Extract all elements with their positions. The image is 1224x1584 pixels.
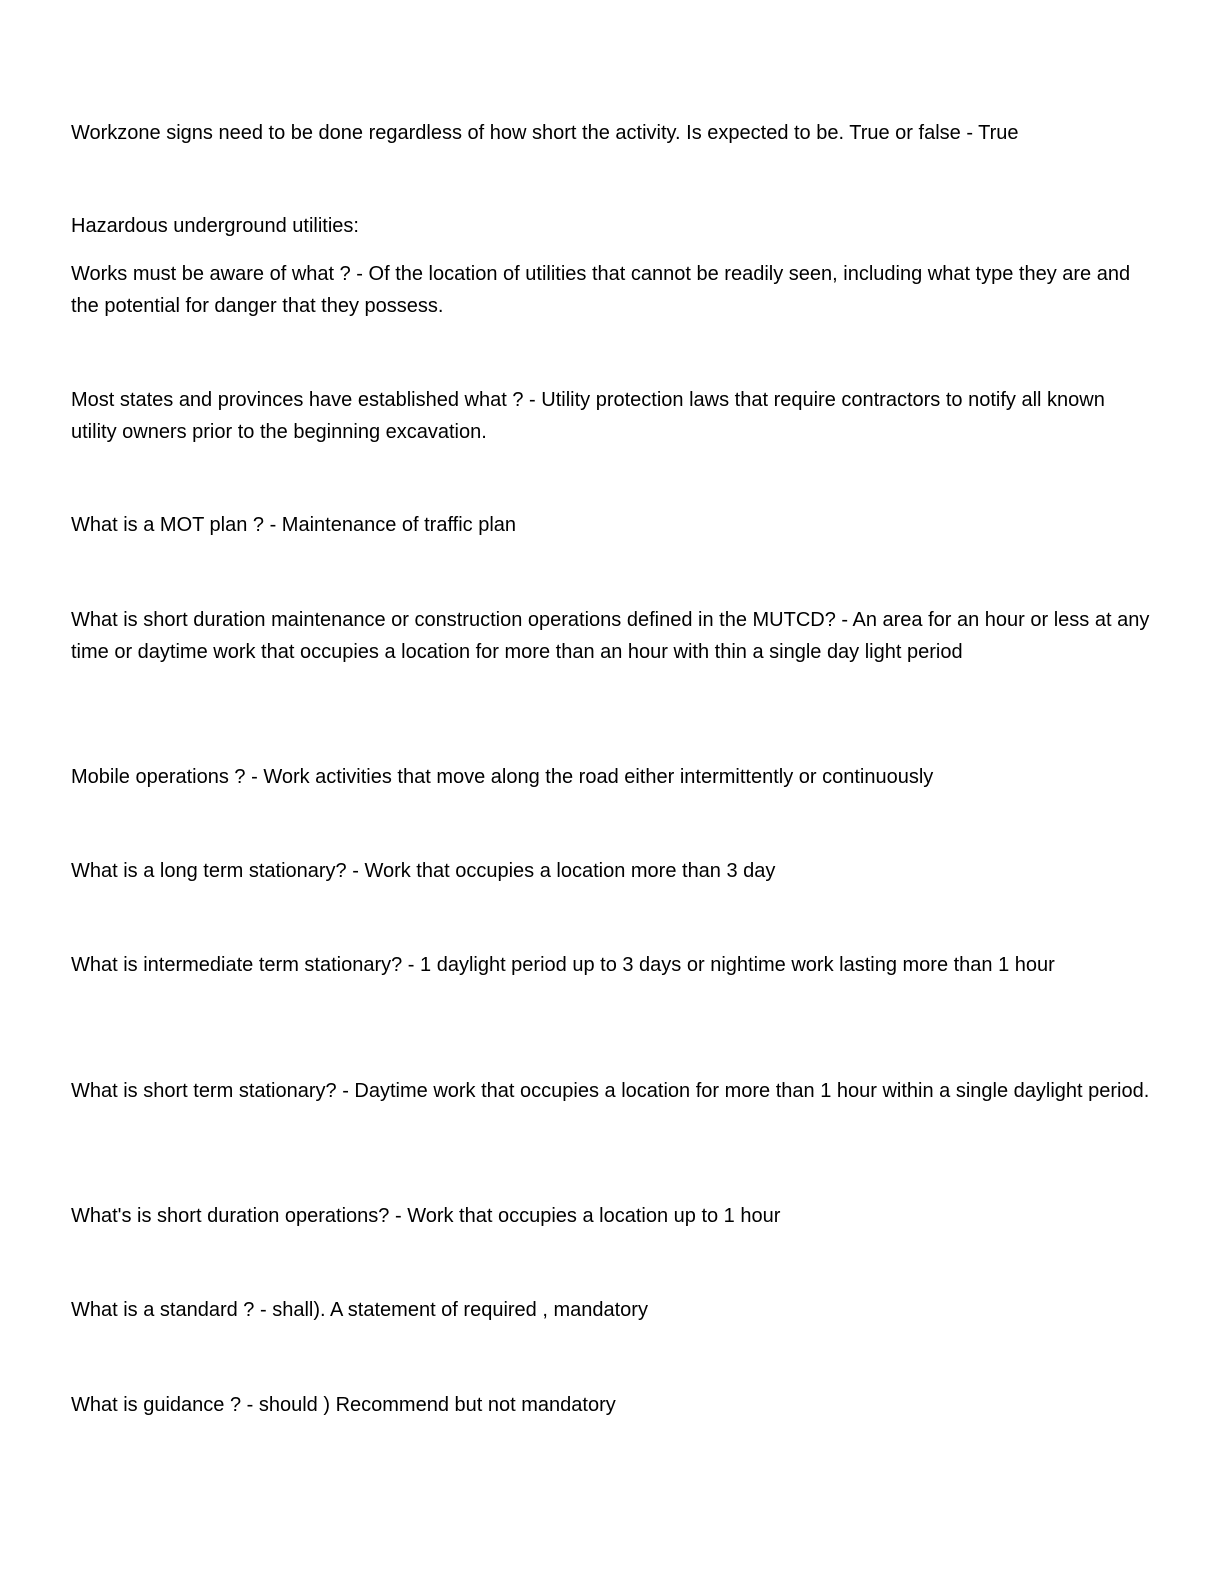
qa-guidance: What is guidance ? - should ) Recommend but not mandatory xyxy=(71,1394,616,1416)
section-heading-hazardous-utilities: Hazardous underground utilities: xyxy=(71,215,359,237)
qa-utility-protection-laws: Most states and provinces have established what ? - Utility protection laws that require contractors to notify all known utility owners prior to the beginning excavation. xyxy=(71,389,1105,443)
qa-standard: What is a standard ? - shall). A statement of required , mandatory xyxy=(71,1299,648,1321)
qa-long-term-stationary: What is a long term stationary? - Work that occupies a location more than 3 day xyxy=(71,860,776,882)
qa-workzone-signs: Workzone signs need to be done regardless of how short the activity. Is expected to be. True or false - True xyxy=(71,122,1019,144)
qa-short-duration-operations: What's is short duration operations? - Work that occupies a location up to 1 hour xyxy=(71,1205,781,1227)
qa-workers-aware: Works must be aware of what ? - Of the location of utilities that cannot be readily seen, including what type they are and the potential for danger that they possess. xyxy=(71,263,1131,317)
qa-mot-plan: What is a MOT plan ? - Maintenance of traffic plan xyxy=(71,514,517,536)
qa-mobile-operations: Mobile operations ? - Work activities that move along the road either intermittently or continuously xyxy=(71,766,934,788)
qa-short-duration-mutcd: What is short duration maintenance or construction operations defined in the MUTCD? - An area for an hour or less at any time or daytime work that occupies a location for more than an hour with thin a single day light period xyxy=(71,609,1150,663)
qa-short-term-stationary: What is short term stationary? - Daytime work that occupies a location for more than 1 hour within a single daylight period. xyxy=(71,1080,1150,1102)
qa-intermediate-term-stationary: What is intermediate term stationary? - 1 daylight period up to 3 days or nightime work lasting more than 1 hour xyxy=(71,954,1055,976)
